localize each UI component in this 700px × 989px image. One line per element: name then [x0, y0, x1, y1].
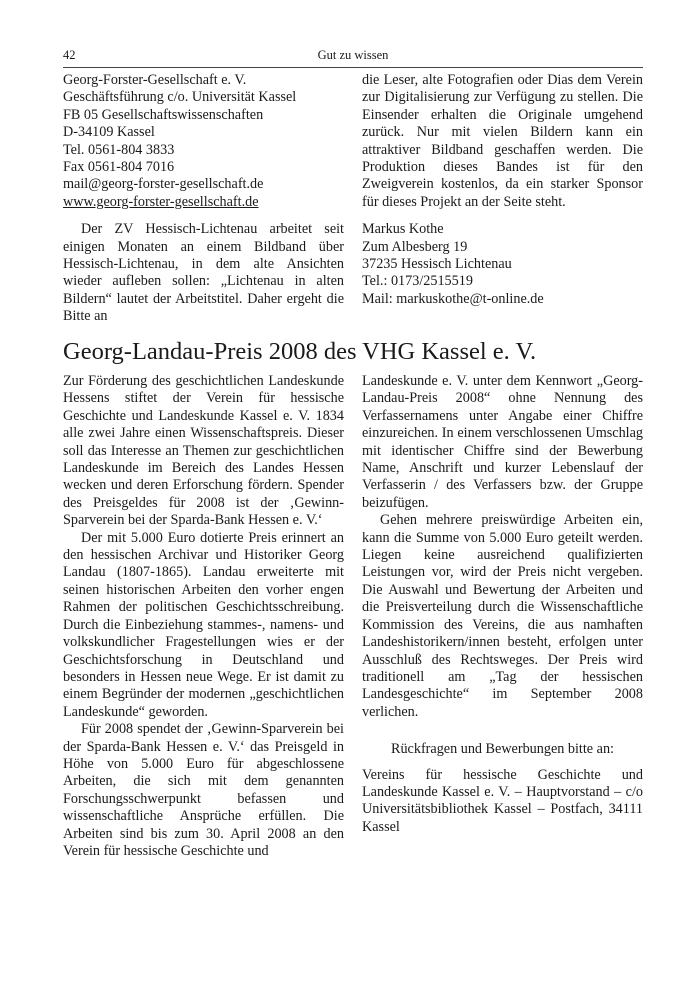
- paragraph: die Leser, alte Fotografien oder Dias dem Verein zur Digitalisierung zur Verfügung zu stellen. Die Einsender erhalten die Originale umgehend zurück. Nur mit vielen Bildern kann ein attraktiver Bildband geschaffen werden. Die Produktion dieses Bandes ist für den Zweigverein kostenlos, da ein starker Sponsor für dieses Projekt an der Seite steht.: [362, 72, 643, 210]
- article-title: Georg-Landau-Preis 2008 des VHG Kassel e. V.: [63, 338, 537, 365]
- paragraph: Gehen mehrere preiswürdige Arbeiten ein, kann die Summe von 5.000 Euro geteilt werden. Liegen keine ausreichend qualifizierten Leistungen vor, wird der Preis nicht vergeben. Die Auswahl und Bewertung der Arbeiten und die Preisverteilung durch die Wissenschaftliche Kommission des Vereins, die aus namhaften Landeshistorikern/innen besteht, erfolgen unter Ausschluß des Rechtsweges. Der Preis wird traditionell am „Tag der hessischen Landesgeschichte“ im September 2008 verlichen.: [362, 512, 643, 720]
- top-left-column: [63, 72, 344, 326]
- contact-email[interactable]: Mail: markuskothe@t-online.de: [362, 290, 544, 307]
- contact-street: Zum Albesberg 19: [362, 238, 468, 255]
- article-right-column: [362, 373, 643, 836]
- email-link[interactable]: mail@georg-forster-gesellschaft.de: [63, 176, 264, 193]
- top-right-column: [362, 72, 643, 308]
- paragraph: Zur Förderung des geschichtlichen Landeskunde Hessens stiftet der Verein für hessische Geschichte und Landeskunde Kassel e. V. 1834 alle zwei Jahre einen Wissenschaftspreis. Dieser soll das Interesse an Themen zur geschichtlichen Landeskunde im Bereich des Landes Hessen wecken und deren Erforschung fördern. Spender des Preisgeldes für 2008 ist der ‚Gewinn-Sparverein bei der Sparda-Bank Hessen e. V.‘: [63, 373, 344, 529]
- fax-line: Fax 0561-804 7016: [63, 159, 175, 176]
- running-title: Gut zu wissen: [317, 48, 389, 62]
- website-link[interactable]: www.georg-forster-gesellschaft.de: [63, 193, 259, 210]
- inquiries-label: Rückfragen und Bewerbungen bitte an:: [391, 741, 614, 758]
- page-number: 42: [63, 48, 76, 62]
- paragraph: Der ZV Hessisch-Lichtenau arbeitet seit einigen Monaten an einem Bildband über Hessisch-Lichtenau, in dem alte Ansichten wieder aufleben sollen: „Lichtenau in alten Bildern“ lautet der Arbeitstitel. Daher ergeht die Bitte an: [63, 221, 344, 325]
- paragraph: Für 2008 spendet der ‚Gewinn-Sparverein bei der Sparda-Bank Hessen e. V.‘ das Preisgeld in Höhe von 5.000 Euro für abgeschlossene Arbeiten, die sich mit dem genannten Forschungsschwerpunkt befassen und wissenschaftliche Ansprüche erfüllen. Die Arbeiten sind bis zum 30. April 2008 an den Verein für hessische Geschichte und: [63, 721, 344, 859]
- paragraph: Landeskunde e. V. unter dem Kennwort „Georg-Landau-Preis 2008“ ohne Nennung des Verfassernamens unter Angabe einer Chiffre einzureichen. In einem verschlossenen Umschlag mit identischer Chiffre sind der Bewerbung Name, Anschrift und kurzer Lebenslauf der Verfasserin / des Verfassers bzw. der Gruppe beizufügen.: [362, 373, 643, 511]
- contact-phone: Tel.: 0173/2515519: [362, 273, 473, 290]
- page-header: [63, 48, 643, 68]
- address-line: D-34109 Kassel: [63, 124, 155, 141]
- contact-city: 37235 Hessisch Lichtenau: [362, 256, 512, 273]
- contact-name: Markus Kothe: [362, 221, 444, 238]
- phone-line: Tel. 0561-804 3833: [63, 141, 175, 158]
- article-left-column: [63, 373, 344, 860]
- paragraph: Der mit 5.000 Euro dotierte Preis erinnert an den hessischen Archivar und Historiker Georg Landau (1807-1865). Landau erweiterte mit seinen historischen Arbeiten den vorher engen Rahmen der politischen Geschichtsschreibung. Durch die Einbeziehung stammes-, namens- und volkskundlicher Fragestellungen wies er der Geschichtsforschung in Deutschland und besonders in Hessen neue Wege. Er ist damit zu einem Begründer der modernen „geschichtlichen Landeskunde“ geworden.: [63, 529, 344, 720]
- gfg-address-block: [63, 72, 344, 211]
- address-line: Georg-Forster-Gesellschaft e. V.: [63, 72, 247, 88]
- contact-block: [362, 221, 643, 308]
- address-line: FB 05 Gesellschaftswissenschaften: [63, 106, 264, 123]
- contact-address: Vereins für hessische Geschichte und Landeskunde Kassel e. V. – Hauptvorstand – c/o Universitätsbibliothek Kassel – Postfach, 34111 Kassel: [362, 766, 643, 835]
- address-line: Geschäftsführung c/o. Universität Kassel: [63, 89, 297, 106]
